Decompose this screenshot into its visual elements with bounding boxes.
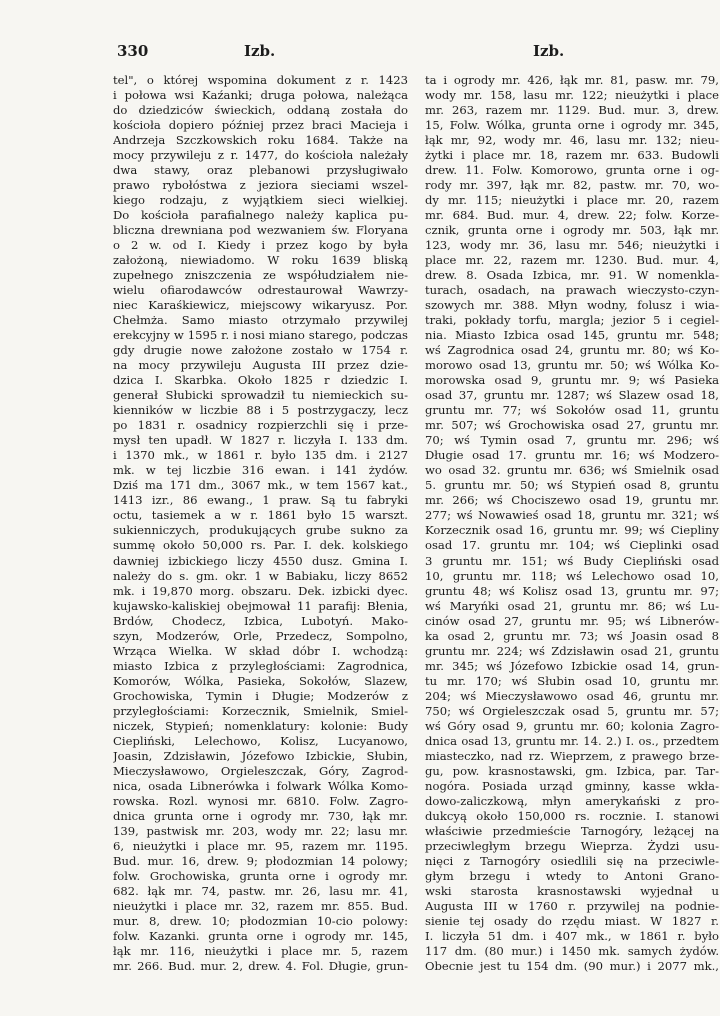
text-line: nica, osada Libnerówka i folwark Wólka Komo- (113, 778, 408, 793)
text-line: miasto Izbica z przyległościami: Zagrodnica, (113, 658, 408, 673)
text-line: summę około 50,000 rs. Par. I. dek. kolskiego (113, 538, 408, 553)
text-line: 204; wś Mieczysławowo osad 46, gruntu mr. (425, 688, 719, 703)
text-line: place mr. 22, razem mr. 1230. Bud. mur. 4, (425, 253, 719, 268)
text-line: wo osad 32. gruntu mr. 636; wś Smielnik osad (425, 463, 719, 478)
text-line: cznik, grunta orne i ogrody mr. 503, łąk mr. (425, 223, 719, 238)
text-line: wski starosta krasnostawski wyjednał u (425, 883, 719, 898)
text-line: dawniej izbickiego liczy 4550 dusz. Gmina I. (113, 553, 408, 568)
text-line: kiego rodzaju, z wyjątkiem sieci wielkiej. (113, 193, 408, 208)
text-line: Do kościoła parafialnego należy kaplica pu- (113, 208, 408, 223)
right-text-column (425, 73, 719, 974)
text-line: mur. 8, drew. 10; płodozmian 10-cio polowy: (113, 913, 408, 928)
text-line: traki, pokłady torfu, margla; jezior 5 i cegiel- (425, 313, 719, 328)
text-line: Bud. mur. 16, drew. 9; płodozmian 14 polowy; (113, 853, 408, 868)
text-line: bliczna drewniana pod wezwaniem św. Floryana (113, 223, 408, 238)
running-head-right: Izb. (533, 42, 565, 60)
text-line: mr. 345; wś Józefowo Izbickie osad 14, grun- (425, 658, 719, 673)
text-line: morowo osad 13, gruntu mr. 50; wś Wólka Ko- (425, 358, 719, 373)
text-line: mr. 266; wś Chociszewo osad 19, gruntu mr. (425, 493, 719, 508)
text-line: głym brzegu i wtedy to Antoni Grano- (425, 868, 719, 883)
text-line: założoną, niewiadomo. W roku 1639 bliską (113, 253, 408, 268)
text-line: dnica osad 13, gruntu mr. 14. 2.) I. os., przedtem (425, 733, 719, 748)
text-line: szyn, Modzerów, Orle, Przedecz, Sompolno, (113, 628, 408, 643)
text-line: nieużytki i place mr. 32, razem mr. 855. Bud. (113, 898, 408, 913)
text-line: erekcyjny w 1595 r. i nosi miano starego, podczas (113, 328, 408, 343)
text-line: Długie osad 17. gruntu mr. 16; wś Modzero- (425, 448, 719, 463)
text-line: kościoła dopiero później przez braci Macieja i (113, 118, 408, 133)
text-line: i połowa wsi Kaźanki; druga połowa, należąca (113, 88, 408, 103)
text-line: mr. 684. Bud. mur. 4, drew. 22; folw. Korze- (425, 208, 719, 223)
text-line: Ciepliński, Lelechowo, Kolisz, Lucyanowo, (113, 733, 408, 748)
text-line: wś Góry osad 9, gruntu mr. 60; kolonia Zagro- (425, 718, 719, 733)
text-line: 123, wody mr. 36, lasu mr. 546; nieużytki i (425, 238, 719, 253)
text-line: wś Zagrodnica osad 24, gruntu mr. 80; wś Ko- (425, 343, 719, 358)
text-line: drew. 11. Folw. Komorowo, grunta orne i og- (425, 163, 719, 178)
text-line: gruntu 48; wś Kolisz osad 13, gruntu mr. 97; (425, 583, 719, 598)
text-line: osad 37, gruntu mr. 1287; wś Slazew osad 18, (425, 388, 719, 403)
text-line: folw. Kazanki. grunta orne i ogrody mr. 145, (113, 928, 408, 943)
text-line: sukienniczych, produkujących grube sukno za (113, 523, 408, 538)
left-text-column (113, 73, 408, 974)
text-line: dwa stawy, oraz plebanowi przysługiwało (113, 163, 408, 178)
text-line: osad 17. gruntu mr. 104; wś Cieplinki osad (425, 538, 719, 553)
text-line: cinów osad 27, gruntu mr. 95; wś Libnerów- (425, 613, 719, 628)
text-line: szowych mr. 388. Młyn wodny, folusz i wia- (425, 298, 719, 313)
text-line: 117 dm. (80 mur.) i 1450 mk. samych żydów. (425, 943, 719, 958)
text-line: dy mr. 115; nieużytki i place mr. 20, razem (425, 193, 719, 208)
text-line: tel", o której wspomina dokument z r. 1423 (113, 73, 408, 87)
text-line: Mieczysławowo, Orgieleszczak, Góry, Zagrod- (113, 763, 408, 778)
text-line: dukcyą około 150,000 rs. rocznie. I. stanowi (425, 808, 719, 823)
text-line: kujawsko-kaliskiej obejmował 11 parafij: Błenia, (113, 598, 408, 613)
text-line: generał Słubicki sprowadził tu niemieckich su- (113, 388, 408, 403)
text-line: rody mr. 397, łąk mr. 82, pastw. mr. 70, wo- (425, 178, 719, 193)
text-line: należy do s. gm. okr. 1 w Babiaku, liczy 8652 (113, 568, 408, 583)
text-line: 15, Folw. Wólka, grunta orne i ogrody mr. 345, (425, 118, 719, 133)
text-line: o 2 w. od I. Kiedy i przez kogo by była (113, 238, 408, 253)
text-line: 1413 izr., 86 ewang., 1 praw. Są tu fabryki (113, 493, 408, 508)
text-line: dowo-zaliczkową, młyn amerykański z pro- (425, 793, 719, 808)
text-line: po 1831 r. osadnicy rozpierzchli się i prze- (113, 418, 408, 433)
text-line: dnica grunta orne i ogrody mr. 730, łąk mr. (113, 808, 408, 823)
text-line: mr. 266. Bud. mur. 2, drew. 4. Fol. Długie, grun- (113, 958, 408, 973)
text-line: turach, osadach, na prawach wieczysto-czyn- (425, 283, 719, 298)
running-head-left: Izb. (244, 42, 276, 60)
text-line: Wrząca Wielka. W skład dóbr I. wchodzą: (113, 643, 408, 658)
text-line: niczek, Stypień; nomenklatury: kolonie: Budy (113, 718, 408, 733)
text-line: Obecnie jest tu 154 dm. (90 mur.) i 2077 mk., (425, 958, 719, 973)
text-line: octu, tasiemek a w r. 1861 było 15 warszt. (113, 508, 408, 523)
text-line: Brdów, Chodecz, Izbica, Lubotyń. Mako- (113, 613, 408, 628)
text-line: morowska osad 9, gruntu mr. 9; wś Pasieka (425, 373, 719, 388)
text-line: wielu ofiarodawców odrestaurował Wawrzy- (113, 283, 408, 298)
text-line: wody mr. 158, lasu mr. 122; nieużytki i place (425, 88, 719, 103)
text-line: 682. łąk mr. 74, pastw. mr. 26, lasu mr. 41, (113, 883, 408, 898)
text-line: ta i ogrody mr. 426, łąk mr. 81, pasw. mr. 79, (425, 73, 719, 87)
text-line: I. liczyła 51 dm. i 407 mk., w 1861 r. było (425, 928, 719, 943)
text-line: rowska. Rozl. wynosi mr. 6810. Folw. Zagro- (113, 793, 408, 808)
text-line: mr. 507; wś Grochowiska osad 27, gruntu mr. (425, 418, 719, 433)
text-line: Grochowiska, Tymin i Długie; Modzerów z (113, 688, 408, 703)
text-line: do dziedziców świeckich, oddaną została do (113, 103, 408, 118)
text-line: drew. 8. Osada Izbica, mr. 91. W nomenkla- (425, 268, 719, 283)
text-line: mk. w tej liczbie 316 ewan. i 141 żydów. (113, 463, 408, 478)
text-line: wś Maryńki osad 21, gruntu mr. 86; wś Lu- (425, 598, 719, 613)
text-line: dzica I. Skarbka. Około 1825 r dziedzic I. (113, 373, 408, 388)
text-line: gu, pow. krasnostawski, gm. Izbica, par. Tar- (425, 763, 719, 778)
text-line: łąk mr, 92, wody mr. 46, lasu mr. 132; nieu- (425, 133, 719, 148)
text-line: mr. 263, razem mr. 1129. Bud. mur. 3, drew. (425, 103, 719, 118)
text-line: sienie tej osady do rzędu miast. W 1827 r. (425, 913, 719, 928)
text-line: łąk mr. 116, nieużytki i place mr. 5, razem (113, 943, 408, 958)
text-line: zupełnego zniszczenia ze współudziałem nie- (113, 268, 408, 283)
text-line: Korzecznik osad 16, gruntu mr. 99; wś Ciepliny (425, 523, 719, 538)
text-line: Andrzeja Szczkowskich roku 1684. Także na (113, 133, 408, 148)
page-header (0, 42, 720, 66)
text-line: niec Karaśkiewicz, miejscowy wikaryusz. Por. (113, 298, 408, 313)
text-line: przeciwległym brzegu Wieprza. Żydzi usu- (425, 838, 719, 853)
text-line: ka osad 2, gruntu mr. 73; wś Joasin osad 8 (425, 628, 719, 643)
text-line: 70; wś Tymin osad 7, gruntu mr. 296; wś (425, 433, 719, 448)
text-line: nogóra. Posiada urząd gminny, kasse wkła- (425, 778, 719, 793)
text-line: żytki i place mr. 18, razem mr. 633. Budowli (425, 148, 719, 163)
text-line: 750; wś Orgieleszczak osad 5, gruntu mr. 57; (425, 703, 719, 718)
text-line: Joasin, Zdzisławin, Józefowo Izbickie, Słubin, (113, 748, 408, 763)
text-line: 5. gruntu mr. 50; wś Stypień osad 8, gruntu (425, 478, 719, 493)
text-line: 3 gruntu mr. 151; wś Budy Ciepliński osad (425, 553, 719, 568)
text-line: 277; wś Nowawieś osad 18, gruntu mr. 321; wś (425, 508, 719, 523)
text-line: mk. i 19,870 morg. obszaru. Dek. izbicki dyec. (113, 583, 408, 598)
text-line: Komorów, Wólka, Pasieka, Sokołów, Slazew, (113, 673, 408, 688)
text-line: Chełmża. Samo miasto otrzymało przywilej (113, 313, 408, 328)
page-number: 330 (117, 42, 149, 60)
text-line: nięci z Tarnogóry osiedlili się na przeciwle- (425, 853, 719, 868)
text-line: nia. Miasto Izbica osad 145, gruntu mr. 548; (425, 328, 719, 343)
text-line: prawo rybołóstwa z jeziora sieciami wszel- (113, 178, 408, 193)
text-line: mocy przywileju z r. 1477, do kościoła należały (113, 148, 408, 163)
text-line: Augusta III w 1760 r. przywilej na podnie- (425, 898, 719, 913)
text-line: tu mr. 170; wś Słubin osad 10, gruntu mr. (425, 673, 719, 688)
text-line: gdy drugie nowe założone zostało w 1754 r. (113, 343, 408, 358)
text-line: 10, gruntu mr. 118; wś Lelechowo osad 10, (425, 568, 719, 583)
text-line: na mocy przywileju Augusta III przez dzie- (113, 358, 408, 373)
text-line: gruntu mr. 77; wś Sokołów osad 11, gruntu (425, 403, 719, 418)
text-line: miasteczko, nad rz. Wieprzem, z prawego brze- (425, 748, 719, 763)
text-line: Dziś ma 171 dm., 3067 mk., w tem 1567 kat., (113, 478, 408, 493)
text-line: 139, pastwisk mr. 203, wody mr. 22; lasu mr. (113, 823, 408, 838)
text-line: i 1370 mk., w 1861 r. było 135 dm. i 2127 (113, 448, 408, 463)
text-line: mysł ten upadł. W 1827 r. liczyła I. 133 dm. (113, 433, 408, 448)
text-line: folw. Grochowiska, grunta orne i ogrody mr. (113, 868, 408, 883)
text-line: 6, nieużytki i place mr. 95, razem mr. 1195. (113, 838, 408, 853)
text-line: właściwie przedmieście Tarnogóry, leżącej na (425, 823, 719, 838)
text-line: przyległościami: Korzecznik, Smielnik, Smiel- (113, 703, 408, 718)
text-line: kienników w liczbie 88 i 5 postrzygaczy, lecz (113, 403, 408, 418)
text-line: gruntu mr. 224; wś Zdzisławin osad 21, gruntu (425, 643, 719, 658)
